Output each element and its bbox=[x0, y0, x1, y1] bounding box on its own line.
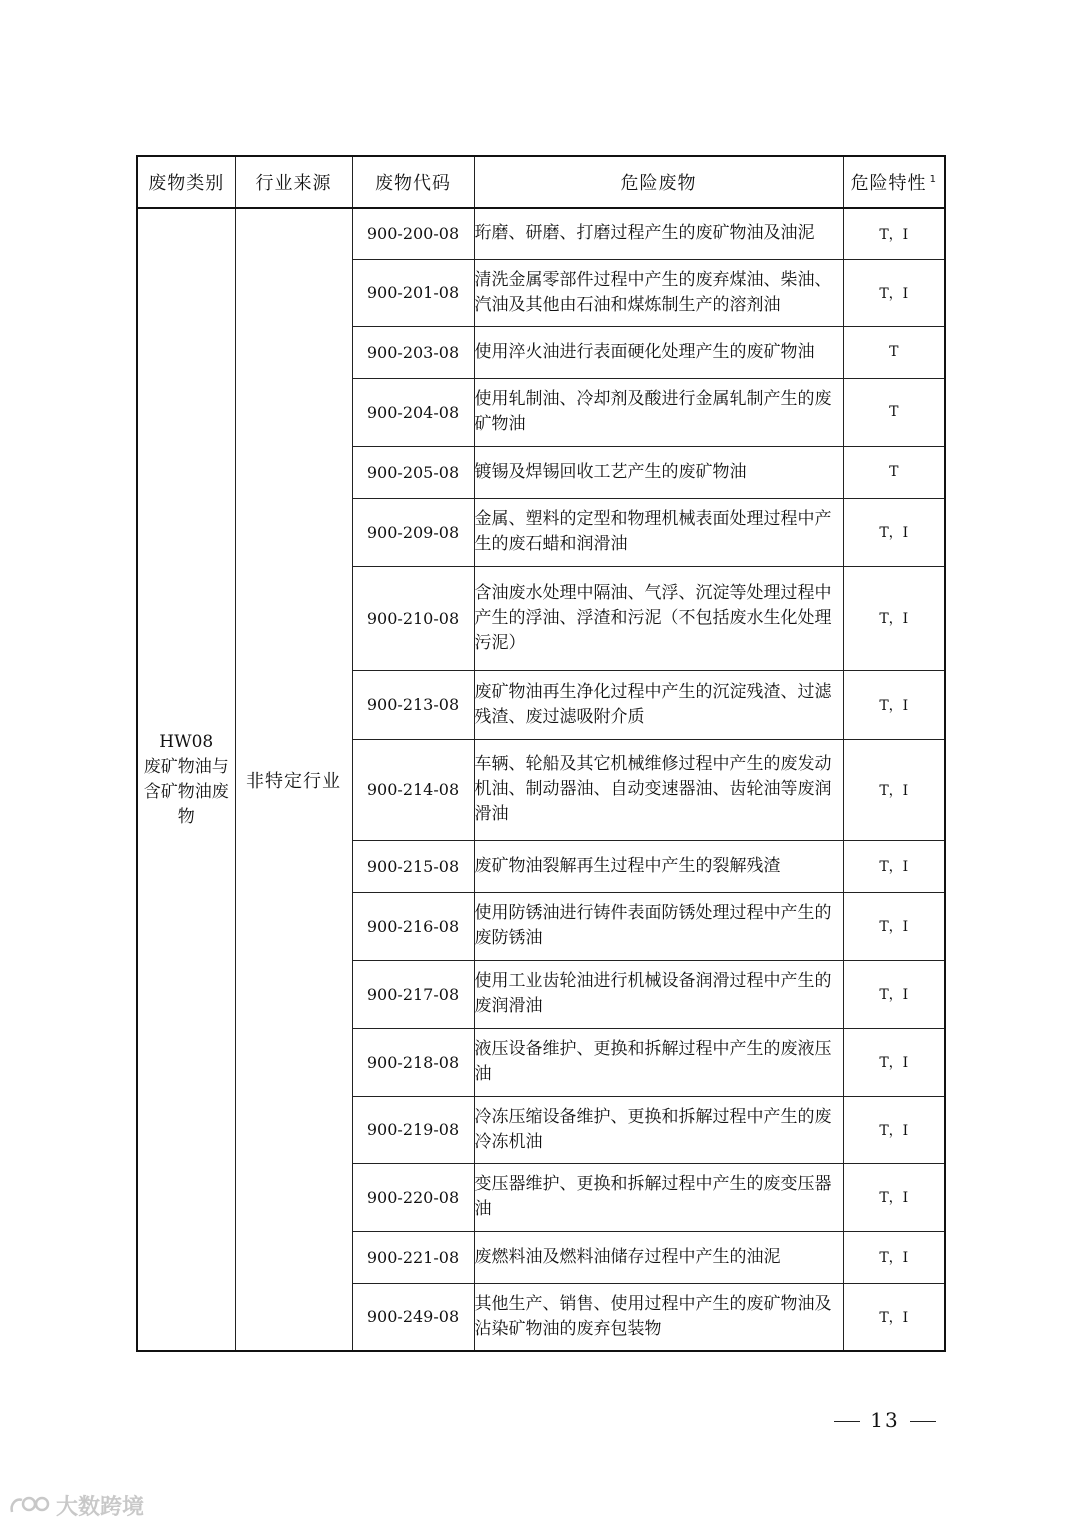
industry-source-cell: 非特定行业 bbox=[235, 208, 352, 1351]
header-waste: 危险废物 bbox=[474, 156, 843, 208]
waste-code-cell: 900-201-08 bbox=[352, 259, 474, 326]
hazard-characteristic-cell: T bbox=[843, 378, 945, 446]
table-header-row bbox=[137, 156, 945, 208]
page-number bbox=[820, 1408, 950, 1432]
waste-code-cell: 900-220-08 bbox=[352, 1163, 474, 1231]
hazard-characteristic-cell: T，I bbox=[843, 1283, 945, 1351]
waste-code-cell: 900-209-08 bbox=[352, 498, 474, 566]
footnote-marker: 1 bbox=[929, 174, 937, 185]
waste-description-cell: 废矿物油裂解再生过程中产生的裂解残渣 bbox=[474, 840, 843, 892]
watermark bbox=[8, 1490, 144, 1521]
table-row bbox=[137, 208, 945, 259]
waste-description-cell: 金属、塑料的定型和物理机械表面处理过程中产生的废石蜡和润滑油 bbox=[474, 498, 843, 566]
waste-code-cell: 900-216-08 bbox=[352, 892, 474, 960]
waste-code-cell: 900-214-08 bbox=[352, 739, 474, 840]
waste-code-cell: 900-249-08 bbox=[352, 1283, 474, 1351]
hazard-characteristic-cell: T，I bbox=[843, 1231, 945, 1283]
waste-description-cell: 含油废水处理中隔油、气浮、沉淀等处理过程中产生的浮油、浮渣和污泥（不包括废水生化处理污泥） bbox=[474, 566, 843, 670]
hazard-characteristic-cell: T，I bbox=[843, 960, 945, 1028]
watermark-logo-icon bbox=[8, 1494, 52, 1518]
header-characteristic-label: 危险特性 bbox=[850, 173, 927, 194]
hazard-characteristic-cell: T bbox=[843, 446, 945, 498]
hazard-characteristic-cell: T，I bbox=[843, 892, 945, 960]
hazard-characteristic-cell: T，I bbox=[843, 739, 945, 840]
hazard-characteristic-cell: T，I bbox=[843, 1163, 945, 1231]
category-cell bbox=[137, 208, 235, 1351]
waste-description-cell: 使用淬火油进行表面硬化处理产生的废矿物油 bbox=[474, 326, 843, 378]
waste-code-cell: 900-205-08 bbox=[352, 446, 474, 498]
hazard-characteristic-cell: T，I bbox=[843, 208, 945, 259]
waste-code-cell: 900-221-08 bbox=[352, 1231, 474, 1283]
waste-description-cell: 使用防锈油进行铸件表面防锈处理过程中产生的废防锈油 bbox=[474, 892, 843, 960]
waste-description-cell: 变压器维护、更换和拆解过程中产生的废变压器油 bbox=[474, 1163, 843, 1231]
waste-code-cell: 900-204-08 bbox=[352, 378, 474, 446]
dash-left bbox=[834, 1421, 860, 1422]
waste-description-cell: 冷冻压缩设备维护、更换和拆解过程中产生的废冷冻机油 bbox=[474, 1096, 843, 1163]
waste-code-cell: 900-215-08 bbox=[352, 840, 474, 892]
waste-description-cell: 清洗金属零部件过程中产生的废弃煤油、柴油、汽油及其他由石油和煤炼制生产的溶剂油 bbox=[474, 259, 843, 326]
header-category: 废物类别 bbox=[137, 156, 235, 208]
waste-code-cell: 900-219-08 bbox=[352, 1096, 474, 1163]
waste-description-cell: 珩磨、研磨、打磨过程产生的废矿物油及油泥 bbox=[474, 208, 843, 259]
waste-code-cell: 900-210-08 bbox=[352, 566, 474, 670]
waste-description-cell: 使用工业齿轮油进行机械设备润滑过程中产生的废润滑油 bbox=[474, 960, 843, 1028]
waste-description-cell: 其他生产、销售、使用过程中产生的废矿物油及沾染矿物油的废弃包装物 bbox=[474, 1283, 843, 1351]
watermark-text: 大数跨境 bbox=[56, 1495, 145, 1520]
waste-description-cell: 液压设备维护、更换和拆解过程中产生的废液压油 bbox=[474, 1028, 843, 1096]
header-code: 废物代码 bbox=[352, 156, 474, 208]
hazard-characteristic-cell: T，I bbox=[843, 498, 945, 566]
hazard-characteristic-cell: T bbox=[843, 326, 945, 378]
hazard-characteristic-cell: T，I bbox=[843, 840, 945, 892]
category-code: HW08 bbox=[159, 731, 214, 752]
waste-description-cell: 镀锡及焊锡回收工艺产生的废矿物油 bbox=[474, 446, 843, 498]
waste-code-cell: 900-218-08 bbox=[352, 1028, 474, 1096]
waste-code-cell: 900-213-08 bbox=[352, 670, 474, 739]
dash-right bbox=[910, 1421, 936, 1422]
hazardous-waste-table bbox=[136, 155, 946, 1352]
page-number-value: 13 bbox=[870, 1408, 900, 1432]
waste-code-cell: 900-217-08 bbox=[352, 960, 474, 1028]
waste-code-cell: 900-200-08 bbox=[352, 208, 474, 259]
waste-code-cell: 900-203-08 bbox=[352, 326, 474, 378]
hazard-characteristic-cell: T，I bbox=[843, 1096, 945, 1163]
hazard-characteristic-cell: T，I bbox=[843, 1028, 945, 1096]
hazard-characteristic-cell: T，I bbox=[843, 670, 945, 739]
waste-description-cell: 使用轧制油、冷却剂及酸进行金属轧制产生的废矿物油 bbox=[474, 378, 843, 446]
hazard-characteristic-cell: T，I bbox=[843, 566, 945, 670]
header-characteristic bbox=[843, 156, 945, 208]
waste-description-cell: 车辆、轮船及其它机械维修过程中产生的废发动机油、制动器油、自动变速器油、齿轮油等废润滑油 bbox=[474, 739, 843, 840]
category-name: 废矿物油与含矿物油废物 bbox=[143, 756, 229, 827]
header-source: 行业来源 bbox=[235, 156, 352, 208]
waste-description-cell: 废矿物油再生净化过程中产生的沉淀残渣、过滤残渣、废过滤吸附介质 bbox=[474, 670, 843, 739]
waste-description-cell: 废燃料油及燃料油储存过程中产生的油泥 bbox=[474, 1231, 843, 1283]
hazard-characteristic-cell: T，I bbox=[843, 259, 945, 326]
